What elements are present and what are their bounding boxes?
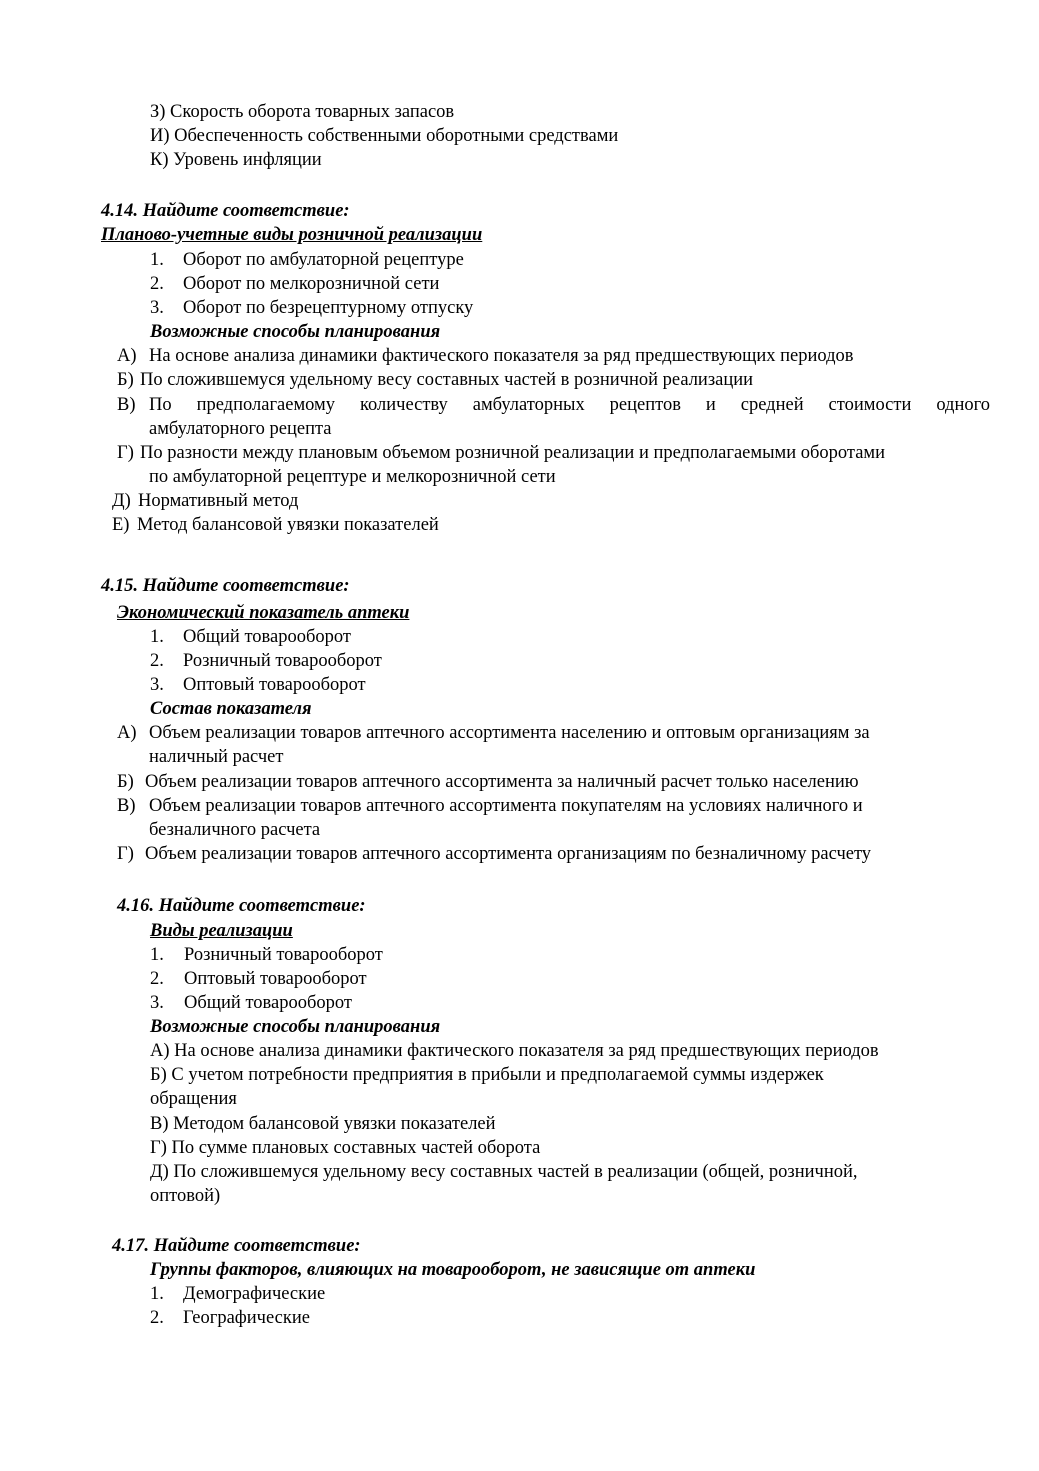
list-item xyxy=(150,625,351,649)
section-subheading: Возможные способы планирования xyxy=(150,1017,441,1037)
option-text: По сложившемуся удельному весу составных частей в розничной реализации xyxy=(140,370,754,390)
option-text: А) На основе анализа динамики фактического показателя за ряд предшествующих периодов xyxy=(150,1041,879,1061)
option-text: По разности между плановым объемом розничной реализации и предполагаемыми оборотами xyxy=(140,443,886,463)
option-text: Б) С учетом потребности предприятия в прибыли и предполагаемой суммы издержек xyxy=(150,1065,824,1085)
option-text-continued: безналичного расчета xyxy=(149,820,321,840)
question-subtitle: Экономический показатель аптеки xyxy=(117,603,410,623)
option-mark: В) xyxy=(117,796,136,816)
list-text: Розничный товарооборот xyxy=(183,651,382,671)
option-text: На основе анализа динамики фактического показателя за ряд предшествующих периодов xyxy=(149,346,854,366)
list-item xyxy=(150,272,440,296)
list-text: Оборот по амбулаторной рецептуре xyxy=(183,250,464,270)
question-subtitle: Группы факторов, влияющих на товарооборот, не зависящие от аптеки xyxy=(150,1260,756,1280)
list-number: 1. xyxy=(150,627,164,647)
section-subheading: Возможные способы планирования xyxy=(150,322,441,342)
option-text: Нормативный метод xyxy=(138,491,299,511)
list-text: Оборот по безрецептурному отпуску xyxy=(183,298,474,318)
list-number: 2. xyxy=(150,651,164,671)
list-number: 2. xyxy=(150,1308,164,1328)
list-item: З) Скорость оборота товарных запасов xyxy=(150,102,455,122)
option-mark: Б) xyxy=(117,370,134,390)
list-item xyxy=(150,991,352,1015)
list-number: 2. xyxy=(150,274,164,294)
option-text-continued: оптовой) xyxy=(150,1186,221,1206)
list-text: Общий товарооборот xyxy=(183,627,351,647)
option-mark: Б) xyxy=(117,772,134,792)
list-item: И) Обеспеченность собственными оборотными средствами xyxy=(150,126,619,146)
section-subheading: Состав показателя xyxy=(150,699,312,719)
option-text: Объем реализации товаров аптечного ассортимента за наличный расчет только населению xyxy=(145,772,859,792)
option-mark: А) xyxy=(117,346,137,366)
list-number: 2. xyxy=(150,969,164,989)
option-text-continued: обращения xyxy=(150,1089,237,1109)
list-number: 1. xyxy=(150,250,164,270)
list-item xyxy=(150,967,367,991)
list-number: 3. xyxy=(150,993,164,1013)
option-mark: Г) xyxy=(117,443,134,463)
option-text-continued: амбулаторного рецепта xyxy=(149,419,332,439)
question-title: 4.17. Найдите соответствие: xyxy=(112,1236,361,1256)
question-title: 4.15. Найдите соответствие: xyxy=(101,576,350,596)
list-item xyxy=(150,649,382,673)
list-text: Розничный товарооборот xyxy=(184,945,383,965)
list-text: Географические xyxy=(183,1308,310,1328)
list-text: Общий товарооборот xyxy=(184,993,352,1013)
list-number: 1. xyxy=(150,945,164,965)
list-item xyxy=(150,943,383,967)
option-text: В) Методом балансовой увязки показателей xyxy=(150,1114,496,1134)
option-text: Д) По сложившемуся удельному весу составных частей в реализации (общей, розничной, xyxy=(150,1162,858,1182)
option-text: Объем реализации товаров аптечного ассортимента покупателям на условиях наличного и xyxy=(149,796,863,816)
option-text-continued: наличный расчет xyxy=(149,747,284,767)
list-number: 3. xyxy=(150,675,164,695)
list-item xyxy=(150,1282,326,1306)
list-text: Оборот по мелкорозничной сети xyxy=(183,274,440,294)
option-text-continued: по амбулаторной рецептуре и мелкорозничной сети xyxy=(149,467,556,487)
question-subtitle: Виды реализации xyxy=(150,921,293,941)
list-number: 1. xyxy=(150,1284,164,1304)
list-item xyxy=(150,248,464,272)
option-mark: В) xyxy=(117,395,136,415)
option-mark: Г) xyxy=(117,844,134,864)
option-mark: А) xyxy=(117,723,137,743)
list-item xyxy=(150,296,474,320)
option-text: По предполагаемому количеству амбулаторных рецептов и средней стоимости одного xyxy=(149,395,990,415)
option-mark: Е) xyxy=(112,515,130,535)
option-mark: Д) xyxy=(112,491,131,511)
option-text: Объем реализации товаров аптечного ассортимента населению и оптовым организациям за xyxy=(149,723,870,743)
list-text: Оптовый товарооборот xyxy=(183,675,366,695)
list-text: Оптовый товарооборот xyxy=(184,969,367,989)
option-text: Объем реализации товаров аптечного ассортимента организациям по безналичному расчету xyxy=(145,844,872,864)
question-title: 4.14. Найдите соответствие: xyxy=(101,201,350,221)
option-text: Метод балансовой увязки показателей xyxy=(137,515,439,535)
list-item: К) Уровень инфляции xyxy=(150,150,322,170)
question-subtitle: Планово-учетные виды розничной реализации xyxy=(101,225,483,245)
question-title: 4.16. Найдите соответствие: xyxy=(117,896,366,916)
list-text: Демографические xyxy=(183,1284,326,1304)
option-text: Г) По сумме плановых составных частей оборота xyxy=(150,1138,541,1158)
list-item xyxy=(150,673,366,697)
list-number: 3. xyxy=(150,298,164,318)
list-item xyxy=(150,1306,310,1330)
